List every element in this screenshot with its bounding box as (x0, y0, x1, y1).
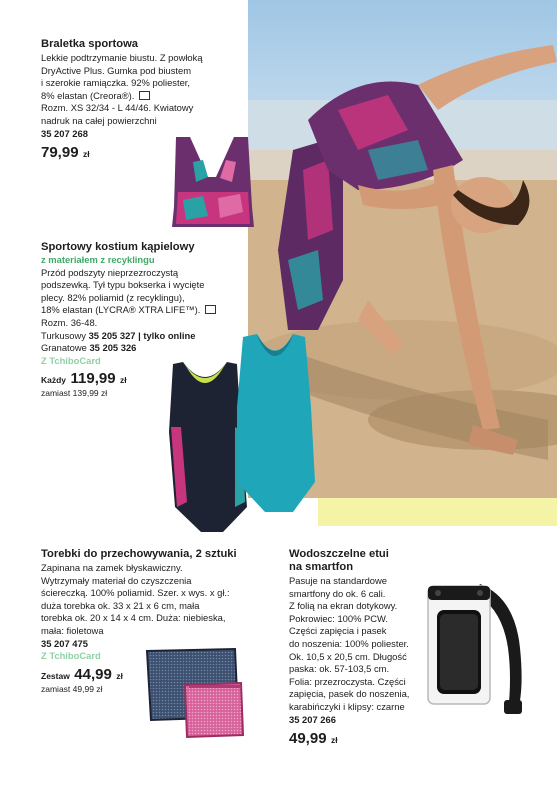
swimsuit-recycled-tag: z materiałem z recyklingu (41, 254, 155, 265)
navy-article: 35 205 326 (89, 342, 137, 354)
bra-price: 79,99 (41, 144, 79, 162)
bra-desc-line: 8% elastan (Creora®). (41, 89, 135, 101)
phonecase-desc-line: Ok. 10,5 x 20,5 cm. Długość (289, 650, 407, 662)
set-label: Zestaw (41, 670, 70, 681)
swimsuit-desc-line: Przód podszyty nieprzezroczystą (41, 266, 179, 278)
pouches-desc-line: Zapinana na zamek błyskawiczny. (41, 562, 183, 573)
turquoise-label: Turkusowy (41, 329, 86, 341)
bra-image (168, 132, 258, 232)
tchibocard-label: Z TchiboCard (41, 354, 101, 366)
phonecase-price: 49,99 (289, 730, 327, 748)
wash-care-icon (139, 92, 150, 100)
phonecase-desc-line: Części zapięcia i pasek (289, 625, 387, 637)
pouches-image (143, 645, 248, 740)
turquoise-swimsuit (237, 334, 315, 512)
phonecase-desc-line: paska: ok. 57-103,5 cm. (289, 663, 390, 675)
navy-label: Granatowe (41, 342, 87, 354)
turquoise-article: 35 205 327 | tylko online (88, 329, 196, 341)
navy-swimsuit (169, 362, 247, 532)
swimsuit-desc-line: podszewką. Tył typu bokserka i wycięte (41, 279, 205, 291)
swimsuit-desc-line: plecy. 82% poliamid (z recyklingu), (41, 291, 185, 303)
bra-desc-line: i szerokie ramiączka. 92% poliester, (41, 77, 191, 89)
yellow-accent-band (318, 498, 557, 526)
phonecase-desc-line: karabińczyki i klipsy: czarne (289, 700, 405, 712)
bra-desc-line: Lekkie podtrzymanie biustu. Z powłoką (41, 52, 203, 63)
pouches-desc-line: ściereczką. 100% poliamid. Szer. x wys. x gł.: (41, 587, 230, 599)
bra-title: Braletka sportowa (41, 38, 138, 50)
each-label: Każdy (41, 375, 67, 386)
swimsuit-price: 119,99 (70, 370, 116, 388)
bra-currency: zł (83, 149, 90, 160)
phonecase-desc-line: do noszenia: 100% poliester. (289, 637, 409, 649)
phonecase-desc-line: Z folią na ekran dotykowy. (289, 600, 398, 612)
swimsuit-desc-line: 18% elastan (LYCRA® XTRA LIFE™). (41, 304, 201, 316)
phonecase-desc-line: Folia: przezroczysta. Części (289, 675, 406, 687)
wash-care-icon (205, 306, 216, 314)
pouches-price: 44,99 (74, 665, 112, 683)
phonecase-title: na smartfon (289, 561, 354, 573)
tchibocard-label: Z TchiboCard (41, 650, 101, 662)
phonecase-image (420, 578, 530, 718)
bra-desc-line: DryActive Plus. Gumka pod biustem (41, 64, 192, 76)
phonecase-title: Wodoszczelne etui (289, 548, 389, 560)
bra-desc-line: Rozm. XS 32/34 - L 44/46. Kwiatowy (41, 102, 194, 114)
swimsuit-title: Sportowy kostium kąpielowy (41, 241, 195, 253)
phonecase-desc-line: zapięcia, pasek do noszenia, (289, 688, 410, 700)
swimsuit-images (165, 332, 315, 537)
pouches-desc-line: mała: fioletowa (41, 624, 104, 636)
bra-desc-line: nadruk na całej powierzchni (41, 114, 157, 126)
pouches-title: Torebki do przechowywania, 2 sztuki (41, 548, 237, 560)
bra-article-number: 35 207 268 (41, 127, 88, 139)
pouches-old-price: zamiast 49,99 zł (41, 683, 103, 694)
phonecase-currency: zł (331, 735, 338, 746)
swimsuit-currency: zł (120, 375, 127, 386)
phonecase-product (289, 548, 439, 748)
pouches-currency: zł (116, 670, 123, 681)
pouches-article-number: 35 207 475 (41, 637, 88, 649)
phonecase-desc-line: Pasuje na standardowe (289, 575, 387, 586)
pouches-desc-line: Wytrzymały materiał do czyszczenia (41, 574, 192, 586)
phonecase-desc-line: Pokrowiec: 100% PCW. (289, 612, 388, 624)
pouches-desc-line: torebka ok. 20 x 14 x 4 cm. Duża: niebieska, (41, 612, 226, 624)
swimsuit-old-price: zamiast 139,99 zł (41, 388, 108, 399)
swimsuit-desc-line: Rozm. 36-48. (41, 316, 98, 328)
phonecase-desc-line: smartfony do ok. 6 cali. (289, 587, 386, 599)
pouches-desc-line: duża torebka ok. 33 x 21 x 6 cm, mała (41, 599, 200, 611)
phonecase-article-number: 35 207 266 (289, 713, 336, 725)
